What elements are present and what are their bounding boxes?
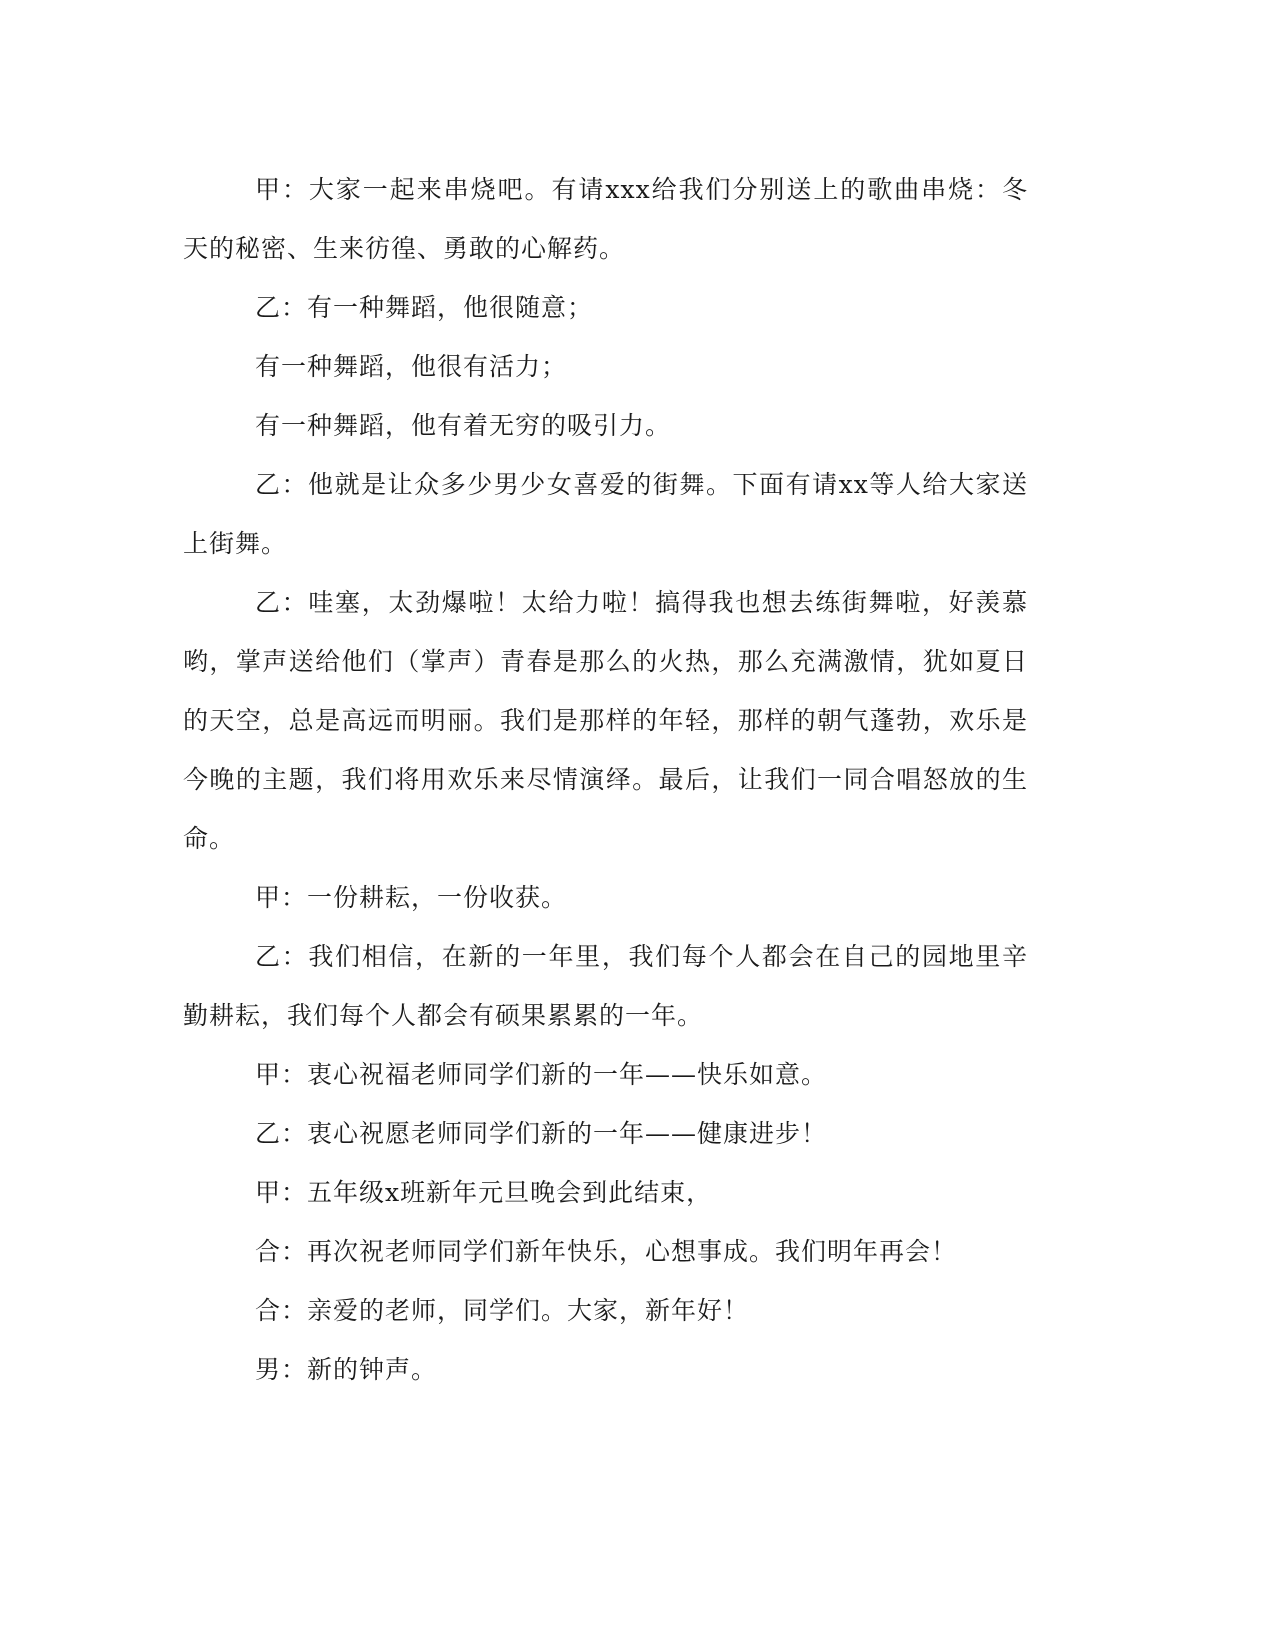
paragraph: 乙：他就是让众多少男少女喜爱的街舞。下面有请xx等人给大家送上街舞。 xyxy=(183,470,1028,558)
paragraph: 有一种舞蹈，他很有活力； xyxy=(255,352,568,381)
paragraph: 乙：哇塞，太劲爆啦！太给力啦！搞得我也想去练街舞啦，好羡慕哟，掌声送给他们（掌声）青春是那么的火热，那么充满激情，犹如夏日的天空，总是高远而明丽。我们是那样的年轻，那样的朝气蓬勃，欢乐是今晚的主题，我们将用欢乐来尽情演绎。最后，让我们一同合唱怒放的生命。 xyxy=(183,588,1028,853)
paragraph: 乙：我们相信，在新的一年里，我们每个人都会在自己的园地里辛勤耕耘，我们每个人都会有硕果累累的一年。 xyxy=(183,942,1028,1030)
paragraph: 合：再次祝老师同学们新年快乐，心想事成。我们明年再会！ xyxy=(255,1237,958,1266)
paragraph: 甲：一份耕耘，一份收获。 xyxy=(255,883,568,912)
paragraph: 有一种舞蹈，他有着无穷的吸引力。 xyxy=(255,411,672,440)
paragraph: 乙：有一种舞蹈，他很随意； xyxy=(255,293,594,322)
paragraph: 合：亲爱的老师，同学们。大家，新年好！ xyxy=(255,1296,750,1325)
paragraph: 男：新的钟声。 xyxy=(255,1355,438,1384)
paragraph: 甲：五年级x班新年元旦晚会到此结束， xyxy=(255,1178,713,1207)
paragraph: 甲：大家一起来串烧吧。有请xxx给我们分别送上的歌曲串烧：冬天的秘密、生来彷徨、勇敢的心解药。 xyxy=(183,175,1028,263)
document-body xyxy=(183,160,1028,1399)
paragraph: 甲：衷心祝福老师同学们新的一年——快乐如意。 xyxy=(255,1060,828,1089)
paragraph: 乙：衷心祝愿老师同学们新的一年——健康进步！ xyxy=(255,1119,828,1148)
